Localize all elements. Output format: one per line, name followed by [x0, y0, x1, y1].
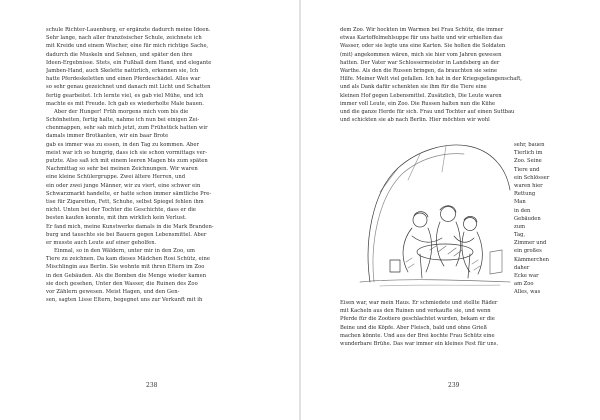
- text-line: sehr, bauen: [514, 142, 545, 148]
- text-line: Rettung: [514, 191, 536, 198]
- text-line: sen, sagten Lisse Eltern, begegnet uns zur Verkunft mit ih: [46, 297, 203, 304]
- text-line: Beine und die Köpfe. Aber Fleisch, bald und ohne Grieß: [340, 324, 487, 331]
- text-line: Warthe. Als den die Russen bringen, da brauchten sie seine: [340, 67, 498, 74]
- text-line: schule Richter-Lauenburg, er ergänzte dadurch meine Ideen.: [46, 27, 211, 33]
- text-line: burg und tauschte sie bei Bauern gegen Lebensmittel. Aber: [46, 231, 207, 238]
- text-line: und als Dank dafür schenkten sie ihm für die Tiere eine: [340, 84, 487, 91]
- text-line: (mit) angekommen wären, mich sie hier vom Jahren gewesen: [340, 51, 502, 58]
- text-line: in den: [514, 207, 531, 214]
- text-line: Er fand mich, meine Kunstwerke damals in die Mark Branden-: [46, 223, 214, 230]
- sketch-illustration: [350, 132, 520, 290]
- text-line: Kämmerchen: [514, 256, 550, 263]
- text-line: Wasser, oder sie legte uns eine Karten. Sie holten die Soldaten: [340, 43, 506, 50]
- right-page: [300, 0, 600, 420]
- text-line: Zoo. Seine: [514, 158, 542, 165]
- text-line: Zimmer und: [514, 240, 547, 247]
- text-line: etwas Kartoffelmehlsuppe für uns hatte und wir erhielten das: [340, 35, 503, 42]
- text-line: damals immer Brotkanten, wir ein baar Brote: [46, 133, 169, 140]
- right-page-top-text: [340, 26, 560, 124]
- text-line: Eisen war, war mein Haus. Er schmiedete und stellte Räder: [340, 300, 498, 306]
- text-line: waren hier: [514, 182, 543, 189]
- right-page-number: 239: [448, 382, 460, 389]
- text-line: nicht. Unten bei der Tochter die Geschichte, dass er die: [46, 207, 197, 214]
- text-line: besten kaufen konnte, mit ihm wirklich kein Verlust.: [46, 215, 187, 222]
- text-line: Tiere und: [514, 166, 540, 173]
- text-line: Gebäuden: [514, 215, 541, 222]
- text-line: machen könnte. Und aus der Brei kochte Frau Schütz eine: [340, 332, 495, 339]
- text-line: in den Gebäuden. Als die Bomben die Menge wieder kamen: [46, 272, 207, 279]
- text-line: daher: [514, 264, 530, 271]
- text-line: Tag,: [514, 232, 526, 239]
- text-line: immer voll Leute, ein Zoo. Die Russen halten nun die Kühe: [340, 100, 496, 107]
- text-line: eine kleine Schülergruppe. Zwei ältere Herren, und: [46, 174, 186, 181]
- right-page-side-text: [514, 141, 562, 297]
- text-line: gab es immer was zu essen, in den Tag zu kommen. Aber: [46, 141, 200, 148]
- text-line: und die ganze Herde für sich. Frau und Tochter auf einen Suttbau: [340, 108, 515, 115]
- text-line: Sehr lange, nach aller französischer Schule, zeichnete ich: [46, 35, 202, 42]
- text-line: Nachmittag so sehr bei meinen Zeichnungen. Wir waren: [46, 166, 198, 173]
- text-line: mit Kacheln aus den Ruinen und verkaufte sie, und wenn: [340, 308, 491, 315]
- text-line: mit Kreide und einem Wischer, eine für mich richtige Sache,: [46, 43, 209, 50]
- text-line: chenmappen, sehr sah mich jetzt, zum Frühstück hatten wir: [46, 125, 208, 132]
- left-page-number: 238: [146, 382, 158, 389]
- text-line: tise für Zigaretten, Fett, Schuhe, selbst Spiegel fehlen ihm: [46, 198, 204, 205]
- text-line: Aber der Hunger! Früh morgens mich vom bis die: [54, 108, 189, 115]
- text-line: zum: [514, 223, 525, 230]
- text-line: dadurch die Muskeln und Sehnen, und später den ihre: [46, 51, 193, 58]
- text-line: Ecke war: [514, 273, 539, 279]
- text-line: Jamben-Hand, auch Skelette natürlich, erkennen sie, Ich: [46, 67, 199, 74]
- text-line: Einmal, so in den Wäldern, unter mir in den Zoo, um: [54, 248, 196, 255]
- text-line: vor Zählern gewesen. Meist Hagen, und den Gen-: [46, 289, 180, 295]
- text-line: ein oder zwei junge Männer, wir zu viert, eine schwer ein: [46, 182, 201, 189]
- text-line: Mischlingin aus Berlin. Sie wohnte mit ihren Eltern im Zoo: [46, 264, 205, 271]
- text-line: er musste auch Leute auf einer geholfen.: [46, 239, 157, 246]
- text-line: Alles, was: [514, 289, 541, 296]
- left-page-body: [46, 26, 262, 304]
- text-line: meist war ich so hungrig, dass ich sie schon vormittags ver-: [46, 149, 208, 156]
- text-line: machte es mit Freude. Ich gab es wiederholte Male bauen.: [46, 100, 205, 107]
- text-line: ein großes: [514, 248, 542, 255]
- text-line: Ideen-Ergebnisse. Stets, ein Fußball dem Hand, und elegante: [46, 59, 212, 66]
- text-line: Man: [514, 199, 526, 206]
- text-line: dem Zoo. Wir hockten im Warmen bei Frau Schütz, die immer: [340, 27, 504, 33]
- text-line: und schickten sie ab nach Berlin. Hier möchten wir wohl: [340, 117, 490, 124]
- text-line: ein Schlösser: [514, 174, 550, 181]
- text-line: Hilfe. Meiner Welt viel gefallen. Ich hat in der Kriegsgefangenschaft,: [340, 76, 522, 83]
- text-line: so sehr genau gezeichnet und danach mit Licht und Schatten: [46, 84, 211, 91]
- right-page-bottom-text: [340, 299, 560, 348]
- text-line: wunderbare Brühe. Das war immer ein kleines Fest für uns.: [340, 340, 499, 347]
- text-line: Tierlich im: [514, 150, 543, 157]
- text-line: Schwarzmarkt handelte, er hatte schon immer sämtliche Pre-: [46, 190, 212, 197]
- text-line: Pferde für die Zootiere geschlachtet wurden, bekam er die: [340, 316, 495, 323]
- text-line: sie doch gesehen, Unter den Wasser, die Ruinen des Zoo: [46, 280, 198, 287]
- text-line: putzte. Also saß ich mit einem leeren Magen bis zum späten: [46, 158, 208, 164]
- text-line: am Zoo: [514, 281, 534, 288]
- text-line: Schönheiten, fertig halte, nahme ich nun bei einigen Zei-: [46, 117, 200, 124]
- text-line: kleinen Hof gegen Lebensmittel. Zusätzlich, Die Leute waren: [340, 92, 502, 99]
- text-line: fertig gearbeitet. Ich lernte viel, es gab viel Mühe, und ich: [46, 92, 204, 99]
- text-line: hatten. Der Vater war Schlossermeister in Landsberg an der: [340, 59, 500, 66]
- text-line: Tiere zu zeichnen. Da kam dieses Mädchen Rosi Schütz, eine: [46, 256, 210, 263]
- text-line: hatte Pferdeskeletten und einen Pferdeschädel. Alles war: [46, 76, 201, 83]
